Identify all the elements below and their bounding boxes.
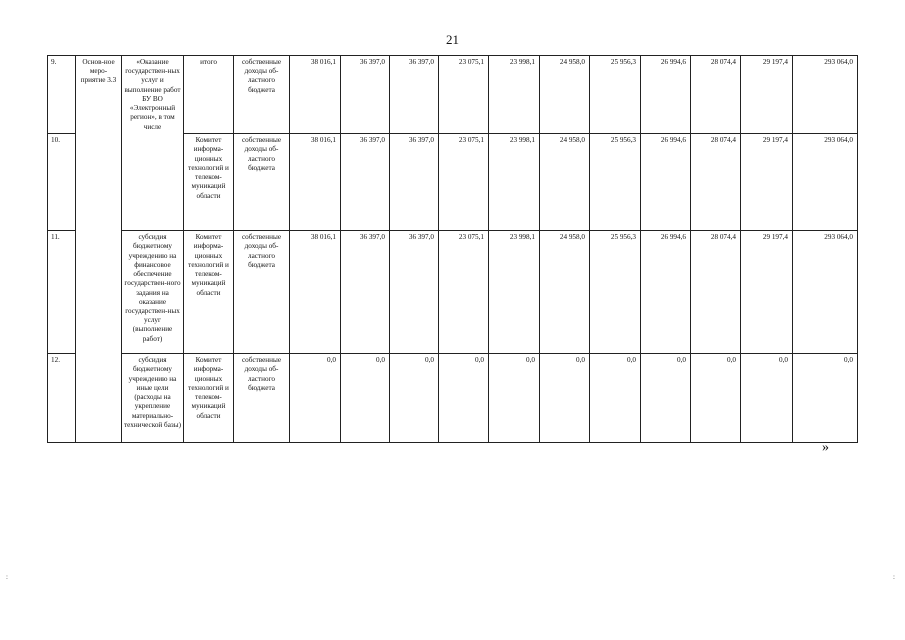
value-cell: 36 397,0 xyxy=(341,134,390,231)
funding-source-cell: собственные доходы об-ластного бюджета xyxy=(234,134,290,231)
value-cell: 0,0 xyxy=(489,354,540,443)
value-cell: 36 397,0 xyxy=(390,134,439,231)
total-cell: 293 064,0 xyxy=(793,231,858,354)
budget-table xyxy=(47,55,858,443)
executor-cell: Комитет информа-ционных технологий и телеком-муникаций области xyxy=(184,354,234,443)
activity-label-continued xyxy=(76,134,122,231)
executor-cell: Комитет информа-ционных технологий и телеком-муникаций области xyxy=(184,231,234,354)
value-cell: 0,0 xyxy=(540,354,590,443)
event-description-continued xyxy=(122,134,184,231)
total-cell: 293 064,0 xyxy=(793,134,858,231)
total-cell: 0,0 xyxy=(793,354,858,443)
event-description: субсидия бюджетному учреждению на иные цели (расходы на укрепление материально-технической базы) xyxy=(122,354,184,443)
left-margin-mark: : xyxy=(6,573,8,581)
row-number: 12. xyxy=(48,354,76,443)
activity-label: Основ-ное меро-приятие 3.3 xyxy=(76,56,122,134)
row-number: 9. xyxy=(48,56,76,134)
value-cell: 29 197,4 xyxy=(741,134,793,231)
value-cell: 28 074,4 xyxy=(691,134,741,231)
funding-source-cell: собственные доходы об-ластного бюджета xyxy=(234,354,290,443)
event-description: «Оказание государствен-ных услуг и выполнение работ БУ ВО «Электронный регион», в том числе xyxy=(122,56,184,134)
value-cell: 23 998,1 xyxy=(489,56,540,134)
funding-source-cell: собственные доходы об-ластного бюджета xyxy=(234,231,290,354)
value-cell: 38 016,1 xyxy=(290,56,341,134)
value-cell: 0,0 xyxy=(641,354,691,443)
table-row xyxy=(48,56,858,134)
value-cell: 36 397,0 xyxy=(390,231,439,354)
value-cell: 24 958,0 xyxy=(540,134,590,231)
value-cell: 29 197,4 xyxy=(741,56,793,134)
page-number: 21 xyxy=(446,32,459,47)
value-cell: 25 956,3 xyxy=(590,56,641,134)
value-cell: 24 958,0 xyxy=(540,231,590,354)
value-cell: 23 998,1 xyxy=(489,134,540,231)
value-cell: 29 197,4 xyxy=(741,231,793,354)
value-cell: 0,0 xyxy=(439,354,489,443)
value-cell: 28 074,4 xyxy=(691,231,741,354)
value-cell: 24 958,0 xyxy=(540,56,590,134)
right-margin-mark: : xyxy=(893,573,895,581)
table-row xyxy=(48,354,858,443)
row-number: 11. xyxy=(48,231,76,354)
value-cell: 23 075,1 xyxy=(439,56,489,134)
table-row xyxy=(48,134,858,231)
closing-quote-mark: » xyxy=(822,440,829,455)
activity-label-continued xyxy=(76,354,122,443)
value-cell: 36 397,0 xyxy=(341,231,390,354)
value-cell: 0,0 xyxy=(390,354,439,443)
value-cell: 28 074,4 xyxy=(691,56,741,134)
executor-cell: Комитет информа-ционных технологий и телеком-муникаций области xyxy=(184,134,234,231)
value-cell: 36 397,0 xyxy=(341,56,390,134)
funding-source-cell: собственные доходы об-ластного бюджета xyxy=(234,56,290,134)
value-cell: 23 075,1 xyxy=(439,231,489,354)
value-cell: 38 016,1 xyxy=(290,231,341,354)
total-cell: 293 064,0 xyxy=(793,56,858,134)
value-cell: 26 994,6 xyxy=(641,231,691,354)
value-cell: 0,0 xyxy=(341,354,390,443)
executor-cell: итого xyxy=(184,56,234,134)
value-cell: 25 956,3 xyxy=(590,231,641,354)
value-cell: 0,0 xyxy=(290,354,341,443)
value-cell: 0,0 xyxy=(741,354,793,443)
value-cell: 36 397,0 xyxy=(390,56,439,134)
value-cell: 23 998,1 xyxy=(489,231,540,354)
value-cell: 25 956,3 xyxy=(590,134,641,231)
value-cell: 26 994,6 xyxy=(641,56,691,134)
value-cell: 0,0 xyxy=(691,354,741,443)
row-number: 10. xyxy=(48,134,76,231)
event-description: субсидия бюджетному учреждению на финансовое обеспечение государствен-ного задания на оказание государствен-ных услуг (выполнение работ) xyxy=(122,231,184,354)
value-cell: 0,0 xyxy=(590,354,641,443)
value-cell: 26 994,6 xyxy=(641,134,691,231)
value-cell: 23 075,1 xyxy=(439,134,489,231)
table-row xyxy=(48,231,858,354)
activity-label-continued xyxy=(76,231,122,354)
value-cell: 38 016,1 xyxy=(290,134,341,231)
